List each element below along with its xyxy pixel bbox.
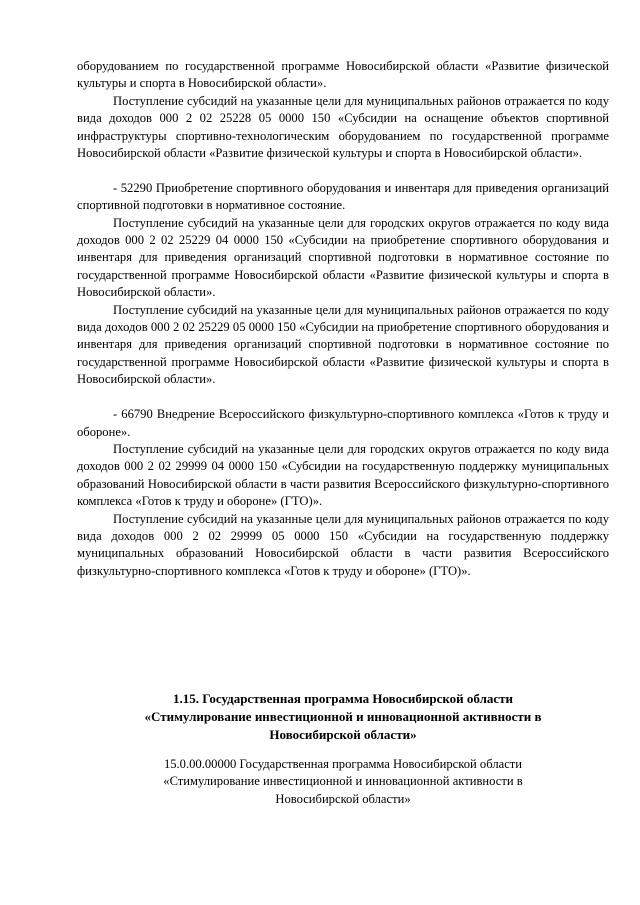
section-heading-line: «Стимулирование инвестиционной и инновационной активности в — [144, 709, 542, 724]
list-item-code-52290: - 52290 Приобретение спортивного оборудования и инвентаря для приведения организаций спортивной подготовки в нормативное состояние. — [77, 180, 609, 213]
section-heading — [77, 690, 609, 744]
paragraph-gap — [77, 162, 609, 179]
program-title-line: «Стимулирование инвестиционной и инновационной активности в — [163, 774, 523, 789]
paragraph: Поступление субсидий на указанные цели для городских округов отражается по коду вида доходов 000 2 02 29999 04 0000 150 «Субсидии на государственную поддержку муниципальных образований Новосибирской области в части развития Всероссийского физкультурно-спортивного комплекса «Готов к труду и обороне» (ГТО)». — [77, 441, 609, 509]
section-heading-line: Новосибирской области» — [269, 727, 417, 742]
list-item-code-66790: - 66790 Внедрение Всероссийского физкультурно-спортивного комплекса «Готов к труду и обороне». — [77, 407, 609, 439]
paragraph: Поступление субсидий на указанные цели для муниципальных районов отражается по коду вида доходов 000 2 02 29999 05 0000 150 «Субсидии на государственную поддержку муниципальных образований Новосибирской области в части развития Всероссийского физкультурно-спортивного комплекса «Готов к труду и обороне» (ГТО)». — [77, 511, 609, 578]
program-title-line: 15.0.00.00000 Государственная программа Новосибирской области — [163, 757, 523, 771]
paragraph-gap — [77, 389, 609, 406]
program-title — [77, 756, 609, 808]
section-heading-line: 1.15. Государственная программа Новосибирской области — [172, 691, 514, 706]
paragraph: Поступление субсидий на указанные цели для муниципальных районов отражается по коду вида доходов 000 2 02 25229 05 0000 150 «Субсидии на приобретение спортивного оборудования и инвентаря для приведения организаций спортивной подготовки в нормативное состояние по государственной программе Новосибирской области «Развитие физической культуры и спорта в Новосибирской области». — [77, 302, 609, 387]
paragraph: оборудованием по государственной программе Новосибирской области «Развитие физической культуры и спорта в Новосибирской области». — [77, 59, 609, 91]
paragraph: Поступление субсидий на указанные цели для городских округов отражается по коду вида доходов 000 2 02 25229 04 0000 150 «Субсидии на приобретение спортивного оборудования и инвентаря для приведения организаций спортивной подготовки в нормативное состояние по государственной программе Новосибирской области «Развитие физической культуры и спорта в Новосибирской области». — [77, 215, 609, 300]
program-title-line: Новосибирской области» — [275, 791, 411, 806]
body-text — [77, 58, 609, 580]
paragraph: Поступление субсидий на указанные цели для муниципальных районов отражается по коду вида доходов 000 2 02 25228 05 0000 150 «Субсидии на оснащение объектов спортивной инфраструктуры спортивно-технологическим оборудованием по государственной программе Новосибирской области «Развитие физической культуры и спорта в Новосибирской области». — [77, 93, 609, 161]
